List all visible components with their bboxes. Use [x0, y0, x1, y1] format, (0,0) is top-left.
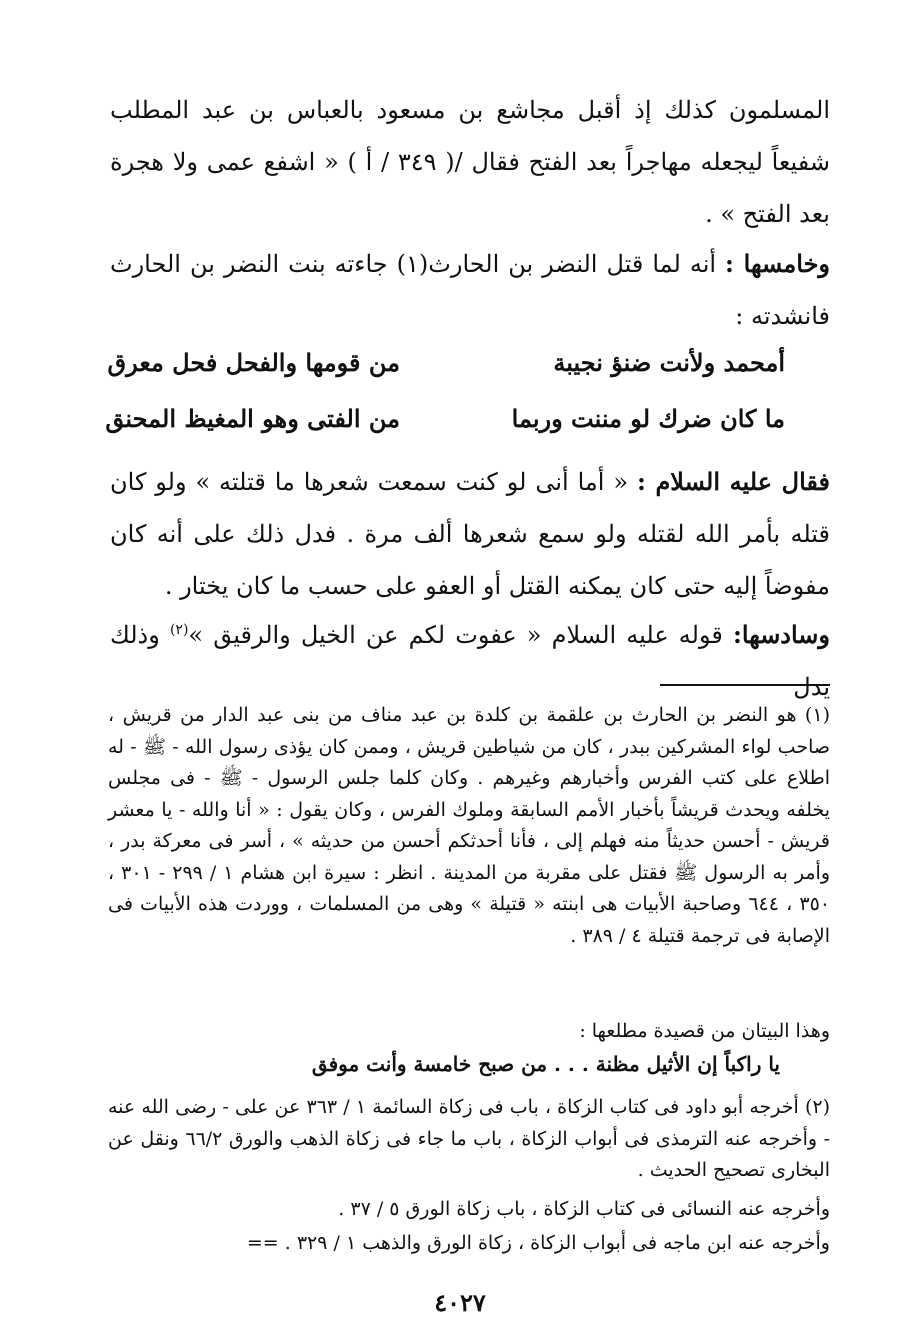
paragraph-4-lead: وسادسها:: [732, 620, 830, 649]
verse-1-right-hemistich: أمحمد ولأنت ضنؤ نجيبة: [553, 348, 785, 377]
paragraph-4-end: وذلك يدل: [110, 621, 830, 701]
paragraph-2: [110, 238, 830, 342]
paragraph-3-lead: فقال عليه السلام :: [636, 467, 831, 496]
footnote-1-note: وهذا البيتان من قصيدة مطلعها :: [579, 1020, 830, 1042]
verse-2-left-hemistich: من الفتى وهو المغيظ المحنق: [105, 404, 400, 433]
paragraph-2-text: أنه لما قتل النضر بن الحارث(١) جاءته بنت النضر بن الحارث فانشدته :: [110, 250, 830, 330]
footnote-2: [108, 1092, 830, 1187]
verse-2-right-hemistich: ما كان ضرك لو مننت وربما: [511, 404, 785, 433]
paragraph-3-text: « أما أنى لو كنت سمعت شعرها ما قتلته » ولو كان قتله بأمر الله لقتله ولو سمع شعرها ألف مرة . فدل ذلك على أنه كان مفوضاً إليه حتى كان يمكنه القتل أو العفو على حسب ما كان يختار .: [110, 468, 830, 600]
footnote-2-line-2: وأخرجه عنه النسائى فى كتاب الزكاة ، باب زكاة الورق ٥ / ٣٧ .: [338, 1198, 830, 1220]
footnote-2-text: (٢) أخرجه أبو داود فى كتاب الزكاة ، باب فى زكاة السائمة ١ / ٣٦٣ عن على - رضى الله عنه - وأخرجه عنه الترمذى فى أبواب الزكاة ، باب ما جاء فى زكاة الذهب والورق ٦٦/٢ ونقل عن البخارى تصحيح الحديث .: [108, 1096, 831, 1181]
paragraph-4-text: قوله عليه السلام « عفوت لكم عن الخيل والرقيق »: [188, 621, 723, 649]
footnote-ref-2: (٢): [169, 622, 189, 638]
paragraph-1-text: المسلمون كذلك إذ أقبل مجاشع بن مسعود بالعباس بن عبد المطلب شفيعاً ليجعله مهاجراً بعد الفتح فقال /( ٣٤٩ / أ ) « اشفع عمى ولا هجرة بعد الفتح » .: [110, 96, 830, 228]
footnote-2-line-3: وأخرجه عنه ابن ماجه فى أبواب الزكاة ، زكاة الورق والذهب ١ / ٣٢٩ . ==: [246, 1232, 830, 1254]
paragraph-3: [110, 456, 830, 612]
paragraph-1: [110, 84, 830, 240]
page-number: ٤٠٢٧: [434, 1288, 486, 1317]
footnote-1-verse: يا راكباً إن الأثيل مظنة . . . من صبح خامسة وأنت موفق: [311, 1052, 780, 1076]
paragraph-4: [110, 604, 830, 713]
paragraph-2-lead: وخامسها :: [725, 249, 831, 278]
footnote-1-text: (١) هو النضر بن الحارث بن علقمة بن كلدة بن عبد مناف من بنى عبد الدار من قريش ، صاحب لواء المشركين ببدر ، كان من شياطين قريش ، وممن كان يؤذى رسول الله - ﷺ - له اطلاع على كتب الفرس وأخبارهم وغيرهم . وكان كلما جلس الرسول - ﷺ - فى مجلس يخلفه ويحدث قريشاً بأخبار الأمم السابقة وملوك الفرس ، وكان يقول : « أنا والله - يا معشر قريش - أحسن حديثاً منه فهلم إلى ، فأنا أحدثكم أحسن من حديثه » ، أسر فى معركة بدر ، وأمر به الرسول ﷺ فقتل على مقربة من المدينة . انظر : سيرة ابن هشام ١ / ٢٩٩ - ٣٠١ ، ٣٥٠ ، ٦٤٤ وصاحبة الأبيات هى ابنته « قتيلة » وهى من المسلمات ، ووردت هذه الأبيات فى الإصابة فى ترجمة قتيلة ٤ / ٣٨٩ .: [108, 704, 831, 947]
verse-1-left-hemistich: من قومها والفحل فحل معرق: [107, 348, 400, 377]
footnote-1: [108, 700, 830, 952]
footnote-separator: [660, 684, 830, 686]
